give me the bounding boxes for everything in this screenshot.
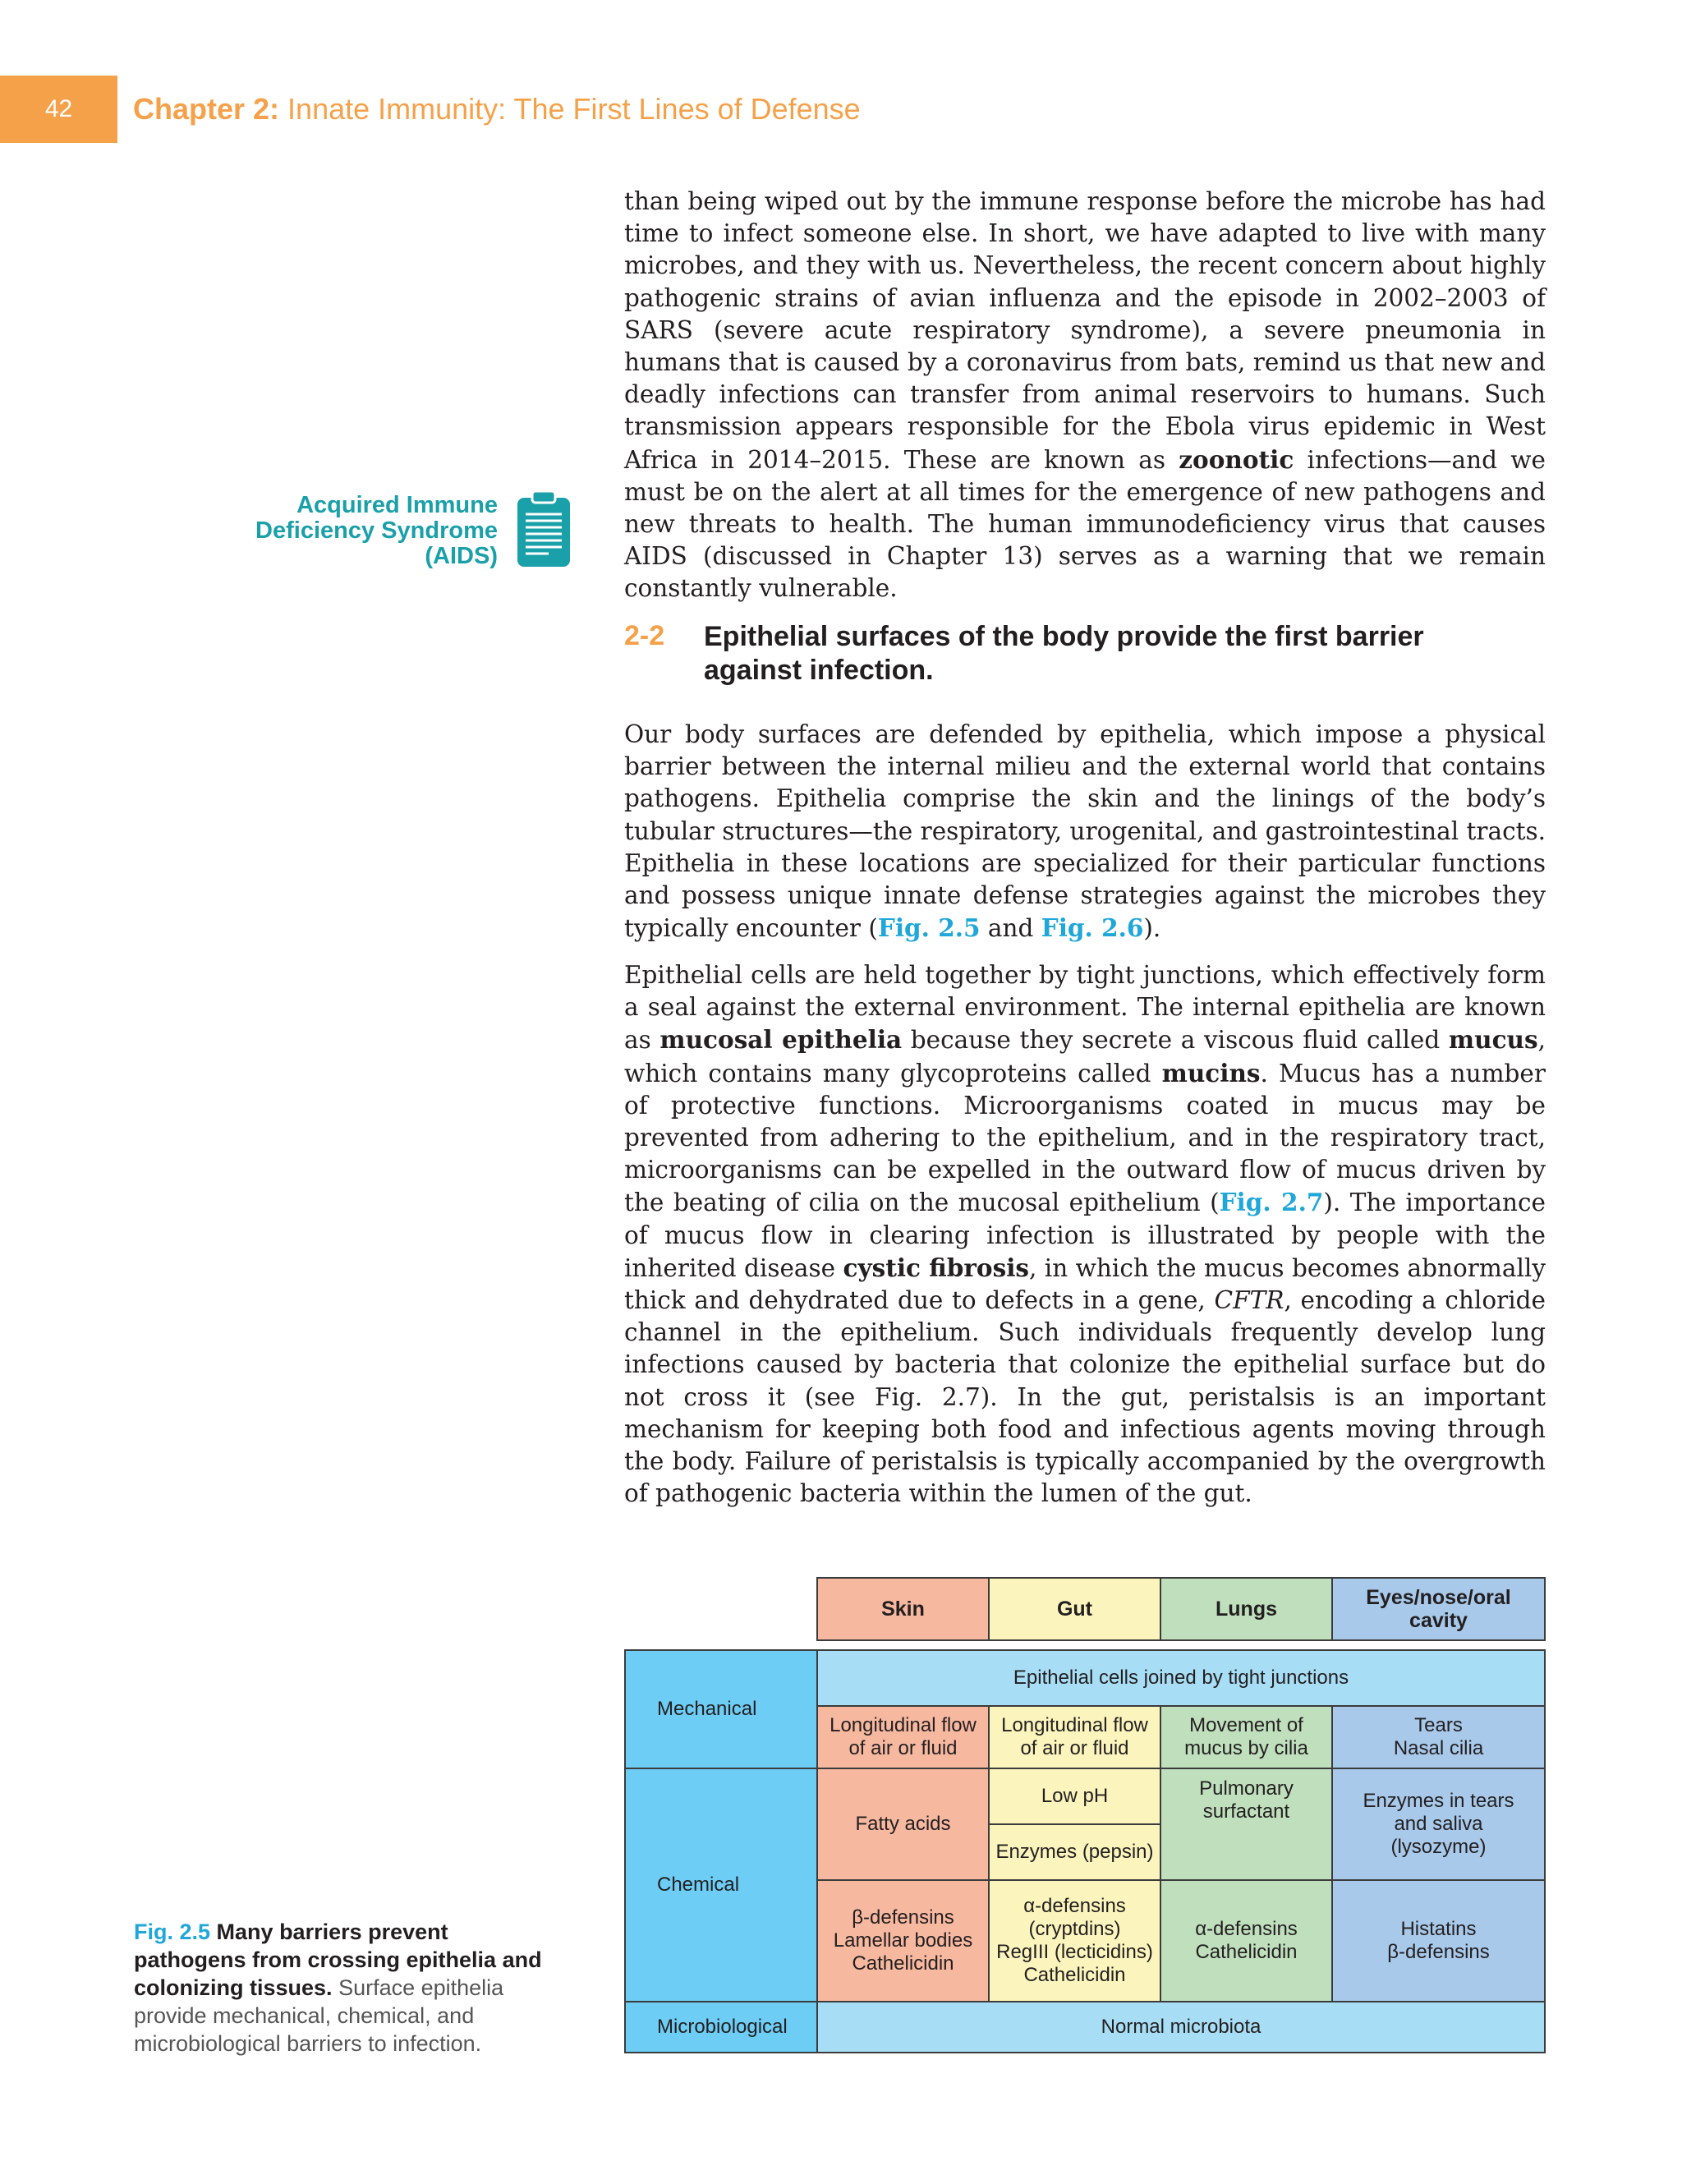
paragraph-mucus: Epithelial cells are held together by tight junctions, which effectively form a seal against the external environment. The internal epithelia are known as mucosal epithelia because they secrete a viscous fluid called mucus, which contains many glycoproteins called mucins. Mucus has a number of protective functions. Microorganisms coated in mucus may be prevented from adhering to the epithelium, and in the respiratory tract, microorganisms can be expelled in the outward flow of mucus driven by the beating of cilia on the mucosal epithelium (Fig. 2.7). The importance of mucus flow in clearing infection is illustrated by people with the inherited disease cystic fibrosis, in which the mucus becomes abnormally thick and dehydrated due to defects in a gene, CFTR, encoding a chloride channel in the epithelium. Such individuals frequently develop lung infections caused by bacteria that colonize the epithelial surface but do not cross it (see Fig. 2.7). In the gut, peristalsis is an important mechanism for keeping both food and infectious agents moving through the body. Failure of peristalsis is typically accompanied by the overgrowth of pathogenic bacteria within the lumen of the gut. xyxy=(624,961,1546,1508)
margin-note-aids[interactable]: Acquired Immune Deficiency Syndrome (AIDS) xyxy=(255,492,498,569)
caption-text: Surface epithelia provide mechanical, chemical, and microbiological barriers to infection. xyxy=(134,1975,504,2056)
fig-2-7-link[interactable]: Fig. 2.7 xyxy=(1219,1188,1324,1217)
cell-chem-gut-pepsin: Enzymes (pepsin) xyxy=(988,1823,1161,1881)
term-mucus: mucus xyxy=(1448,1025,1538,1055)
col-header-lungs: Lungs xyxy=(1160,1577,1333,1641)
gene-cftr: CFTR xyxy=(1214,1286,1284,1315)
fig-2-5-link[interactable]: Fig. 2.5 xyxy=(877,913,981,943)
row-label-chemical: Chemical xyxy=(624,1768,818,2002)
cell-mech-lungs: Movement of mucus by cilia xyxy=(1160,1705,1333,1769)
paragraph-intro: than being wiped out by the immune response before the microbe has had time to infect someone else. In short, we have adapted to live with many microbes, and they with us. Nevertheless, the recent concern about highly pathogenic strains of avian influenza and the episode in 2002–2003 of SARS (severe acute respiratory syndrome), a severe pneumonia in humans that is caused by a coronavirus from bats, remind us that new and deadly infections can transfer from animal reservoirs to humans. Such transmission appears responsible for the Ebola virus epidemic in West Africa in 2014–2015. These are known as zoonotic infections—and we must be on the alert at all times for the emergence of new pathogens and new threats to health. The human immunodeficiency virus that causes AIDS (discussed in Chapter 13) serves as a warning that we remain constantly vulnerable. xyxy=(624,187,1546,603)
caption-fig-label: Fig. 2.5 xyxy=(134,1920,211,1944)
cell-chem-lungs-surfactant: Pulmonary surfactant xyxy=(1160,1768,1333,1881)
running-header xyxy=(133,92,861,126)
figure-2-5-barriers-table xyxy=(624,1577,1546,2053)
cell-chem-skin-fatty-acids: Fatty acids xyxy=(816,1768,990,1881)
cell-chem-gut-defensins: α-defensins (cryptdins) RegIII (lecticidins) Cathelicidin xyxy=(988,1879,1161,2002)
cell-normal-microbiota: Normal microbiota xyxy=(816,2001,1546,2053)
section-title: Epithelial surfaces of the body provide the first barrier against infection. xyxy=(704,621,1424,686)
term-zoonotic: zoonotic xyxy=(1179,444,1294,474)
col-header-gut: Gut xyxy=(988,1577,1161,1641)
col-header-skin: Skin xyxy=(816,1577,990,1641)
term-cystic-fibrosis: cystic fibrosis xyxy=(843,1253,1030,1282)
term-mucosal-epithelia: mucosal epithelia xyxy=(659,1025,903,1055)
cell-mech-skin: Longitudinal flow of air or fluid xyxy=(816,1705,990,1769)
cell-mech-eyes: Tears Nasal cilia xyxy=(1331,1705,1546,1769)
cell-tight-junctions: Epithelial cells joined by tight junctions xyxy=(816,1649,1546,1707)
figure-caption xyxy=(134,1918,561,2058)
chapter-title: Innate Immunity: The First Lines of Defense xyxy=(287,92,861,126)
cell-chem-lungs-defensins: α-defensins Cathelicidin xyxy=(1160,1879,1333,2002)
cell-chem-eyes-lysozyme: Enzymes in tears and saliva (lysozyme) xyxy=(1331,1768,1546,1881)
chapter-label: Chapter 2: xyxy=(133,92,280,126)
clipboard-icon[interactable] xyxy=(516,490,572,568)
cell-mech-gut: Longitudinal flow of air or fluid xyxy=(988,1705,1161,1769)
term-mucins: mucins xyxy=(1161,1058,1261,1087)
fig-2-6-link[interactable]: Fig. 2.6 xyxy=(1041,913,1144,943)
section-number: 2-2 xyxy=(624,620,665,651)
cell-chem-gut-low-ph: Low pH xyxy=(988,1768,1161,1825)
page-number: 42 xyxy=(0,76,117,143)
cell-chem-eyes-histatins: Histatins β-defensins xyxy=(1331,1879,1546,2002)
col-header-eyes-nose-oral: Eyes/nose/oral cavity xyxy=(1331,1577,1546,1641)
paragraph-epithelia: Our body surfaces are defended by epithelia, which impose a physical barrier between the internal milieu and the external world that contains pathogens. Epithelia comprise the skin and the linings of the body’s tubular structures—the respiratory, urogenital, and gastrointestinal tracts. Epithelia in these locations are specialized for their particular functions and possess unique innate defense strategies against the microbes they typically encounter (Fig. 2.5 and Fig. 2.6). xyxy=(624,720,1546,943)
row-label-microbiological: Microbiological xyxy=(624,2001,818,2053)
caption-title: Many barriers prevent pathogens from crossing epithelia and colonizing tissues. xyxy=(134,1920,542,2000)
cell-chem-skin-defensins: β-defensins Lamellar bodies Cathelicidin xyxy=(816,1879,990,2002)
row-label-mechanical: Mechanical xyxy=(624,1649,818,1769)
